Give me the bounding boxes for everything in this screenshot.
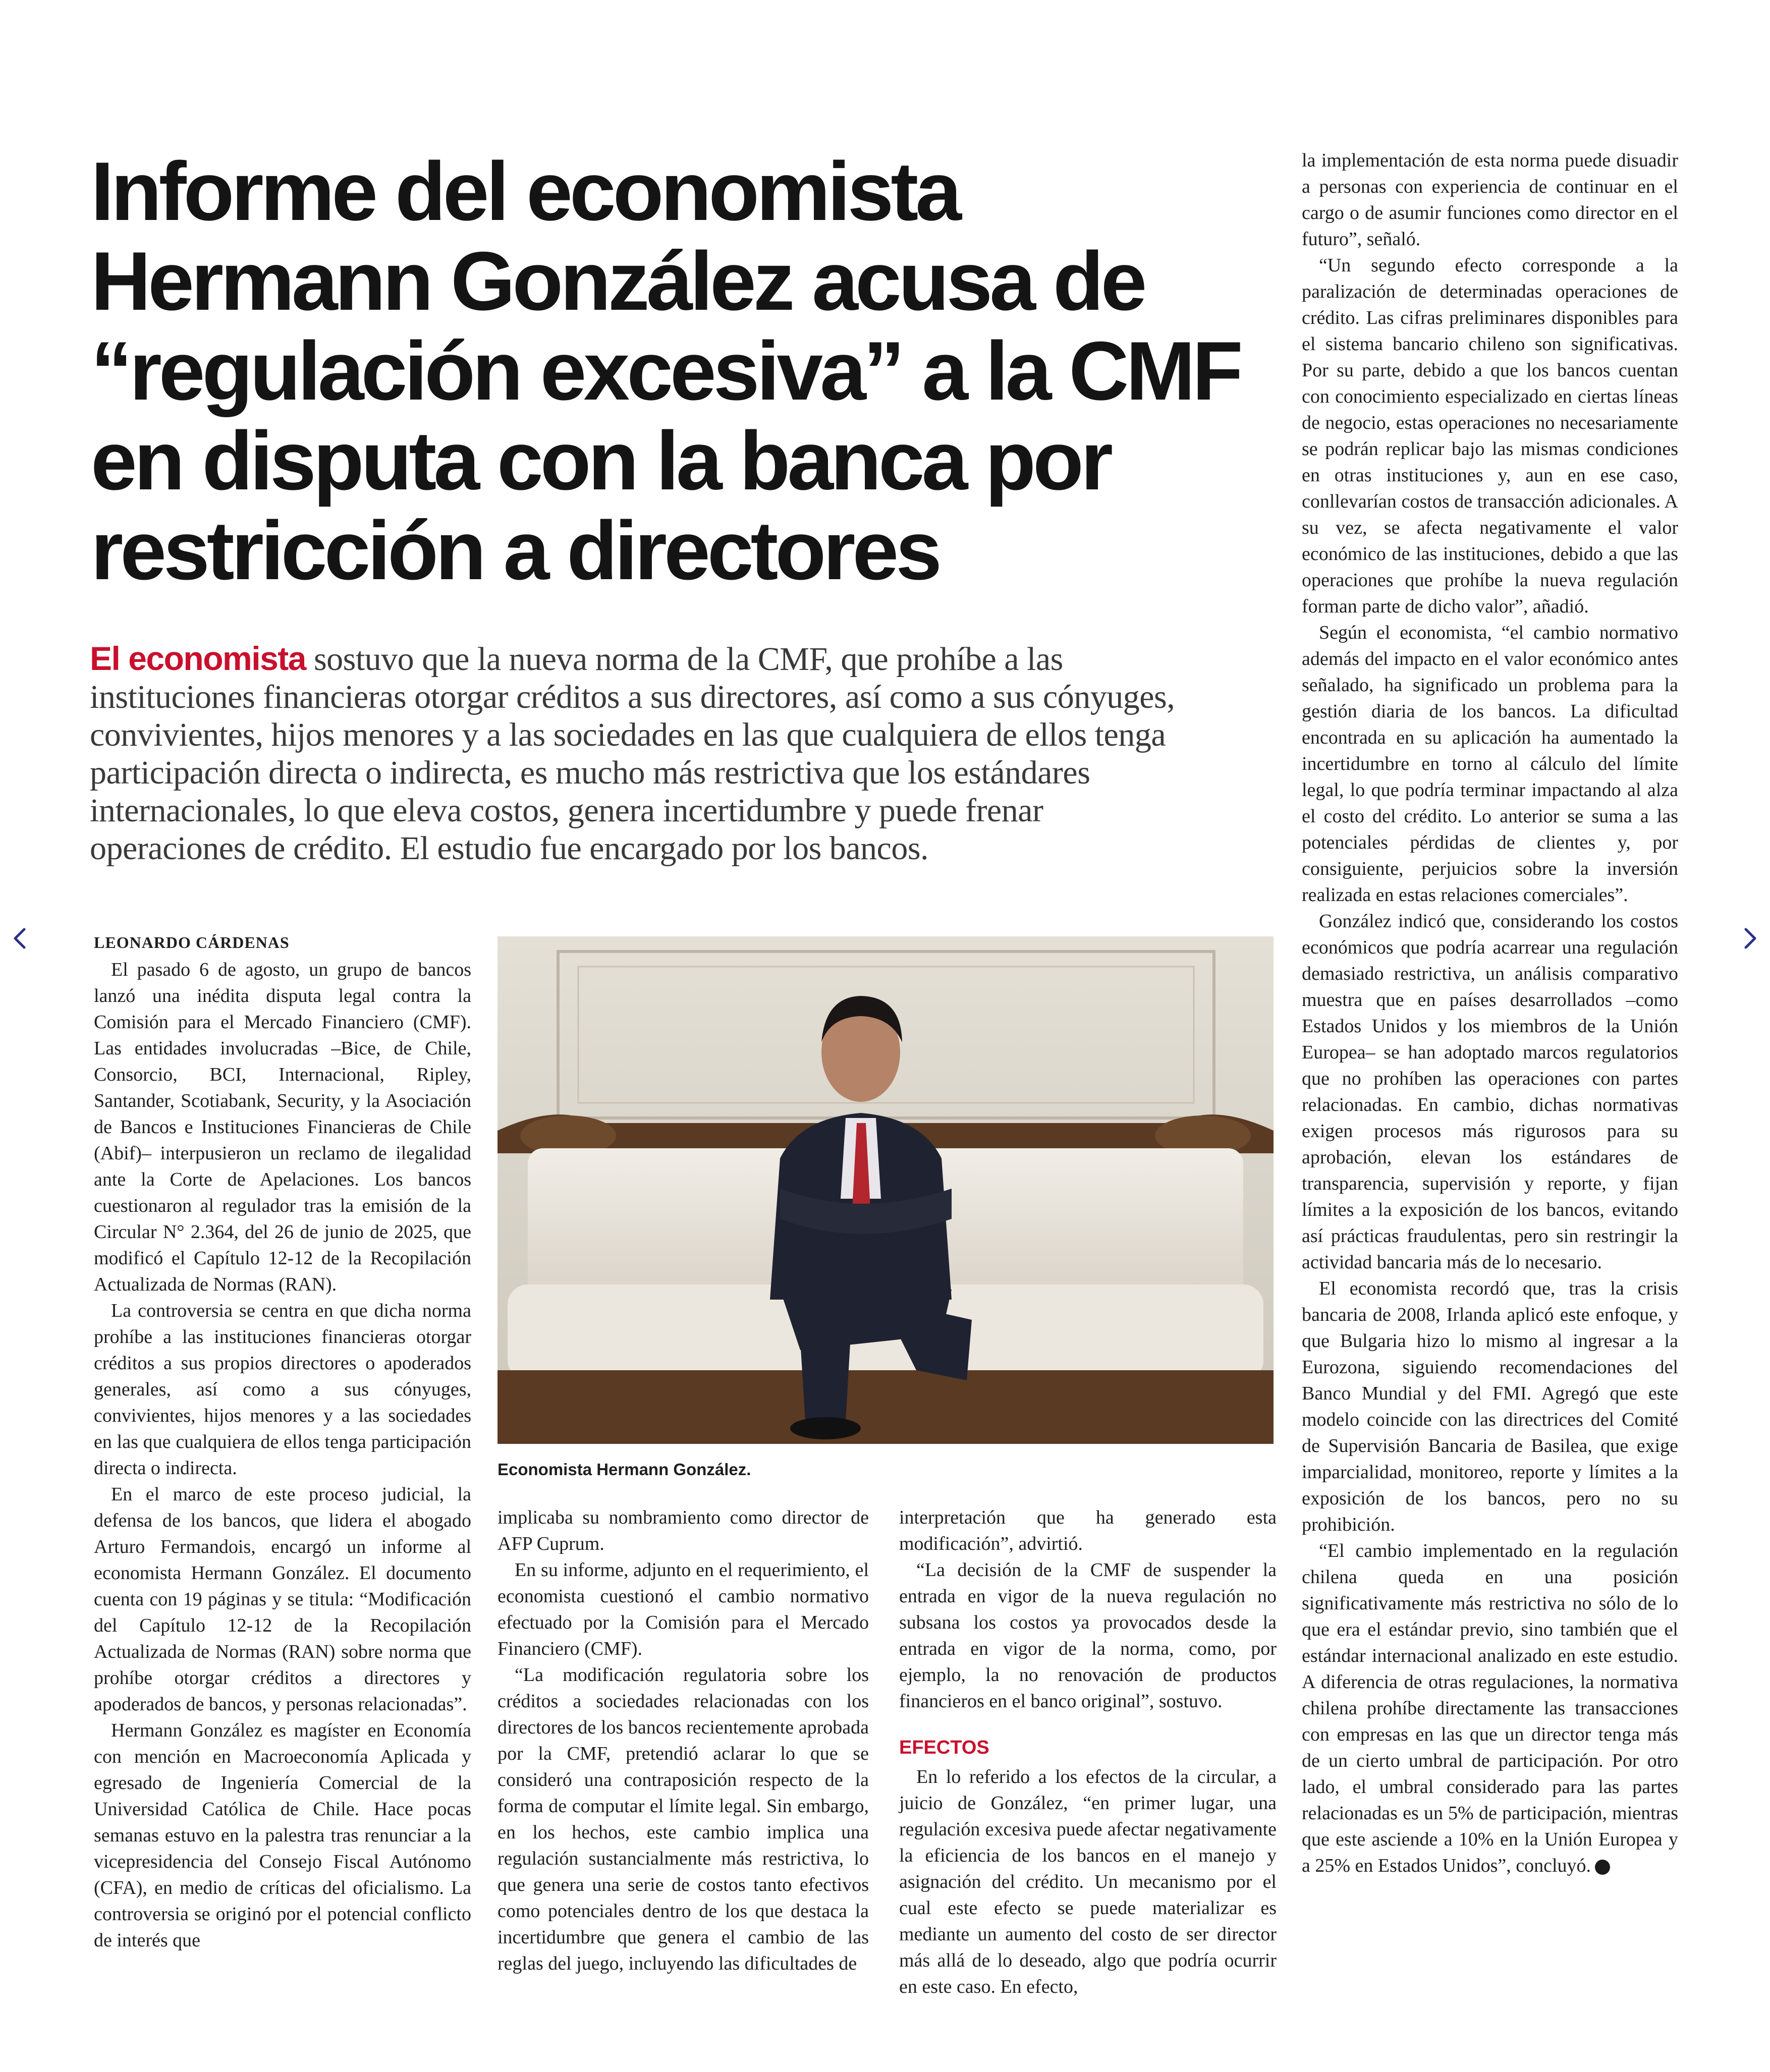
article-paragraph: interpretación que ha generado esta modificación”, advirtió. [899, 1507, 1277, 1554]
headline-line: en disputa con la banca por [91, 414, 1111, 507]
article-paragraph [1302, 1538, 1678, 1879]
article-paragraph: González indicó que, considerando los costos económicos que podría acarrear una regulación demasiado restrictiva, un análisis comparativo muestra que en países desarrollados –como Estados Unidos y los miembros de la Unión Europea– se han adoptado marcos regulatorios que no prohíben las operaciones con partes relacionadas. En cambio, dichas normativas exigen procesos más rigurosos para su aprobación, elevan los estándares de transparencia, supervisión y reporte, y fijan límites a la exposición de los bancos, evitando así prácticas fraudulentas, pero sin restringir la actividad bancaria más de lo necesario. [1302, 911, 1678, 1273]
headline-line: restricción a directores [91, 504, 939, 597]
article-paragraph: En el marco de este proceso judicial, la defensa de los bancos, que lidera el abogado Arturo Fermandois, encargó un informe al economista Hermann González. El documento cuenta con 19 páginas y se titula: “Modificación del Capítulo 12-12 de la Recopilación Actualizada de Normas (RAN) sobre norma que prohíbe otorgar créditos a directores y apoderados de bancos, y personas relacionadas”. [94, 1484, 471, 1715]
chevron-left-icon [9, 923, 29, 954]
article-paragraph: En lo referido a los efectos de la circular, a juicio de González, “en primer lugar, una regulación excesiva puede afectar negativamente la eficiencia de los bancos en el manejo y asignación del crédito. Un mecanismo por el cual este efecto se puede materializar es mediante un aumento del costo de ser director más allá de lo deseado, algo que podría ocurrir en este caso. En efecto, [899, 1766, 1277, 1997]
lead-line-text: sostuvo que la nueva norma de la CMF, que prohíbe a las [305, 641, 1063, 678]
headline-line: “regulación excesiva” a la CMF [91, 324, 1240, 417]
closing-paragraph-text: “El cambio implementado en la regulación chilena queda en una posición significativamente más restrictiva no sólo de lo que era el estándar previo, sino también que el estándar internacional analizado en este estudio. A diferencia de otras regulaciones, la normativa chilena prohíbe directamente las transacciones con empresas en las que un director tenga más de un cierto umbral de participación. Por otro lado, el umbral considerado para las partes relacionadas es un 5% de participación, mientras que este asciende a 10% en la Unión Europea y a 25% en Estados Unidos”, concluyó. [1302, 1540, 1678, 1876]
chevron-right-icon [1741, 923, 1761, 954]
portrait-photo [497, 936, 1274, 1444]
article-paragraph: “La modificación regulatoria sobre los créditos a sociedades relacionadas con los directores de los bancos recientemente aprobada por la CMF, pretendió aclarar lo que se consideró una contraposición respecto de la forma de computar el límite legal. Sin embargo, en los hechos, este cambio implica una regulación sustancialmente más restrictiva, lo que genera una serie de costos tanto efectivos como potenciales dentro de los que destaca la incertidumbre que genera el cambio de las reglas del juego, incluyendo las dificultades de [497, 1664, 869, 1974]
lead-line [90, 640, 1311, 678]
lead-line: participación directa o indirecta, es mucho más restrictiva que los estándares [90, 754, 1090, 791]
headline-line: Hermann González acusa de [91, 235, 1144, 327]
article-column-2 [497, 1504, 869, 1977]
article-paragraph: Hermann González es magíster en Economía con mención en Macroeconomía Aplicada y egresado de Ingeniería Comercial de la Universidad Católica de Chile. Hace pocas semanas estuvo en la palestra tras renunciar a la vicepresidencia del Consejo Fiscal Autónomo (CFA), en medio de críticas del oficialismo. La controversia se originó por el potencial conflicto de interés que [94, 1720, 471, 1951]
lead-line: operaciones de crédito. El estudio fue encargado por los bancos. [90, 830, 929, 867]
headline [91, 146, 1302, 595]
article-paragraph: “Un segundo efecto corresponde a la paralización de determinadas operaciones de crédito. Las cifras preliminares disponibles para el sistema bancario chileno son significativas. Por su parte, debido a que los bancos cuentan con conocimiento especializado en ciertas líneas de negocio, estas operaciones no necesariamente se podrán replicar bajo las mismas condiciones en otras instituciones y, aun en ese caso, conllevarían costos de transacción adicionales. A su vez, se afecta negativamente el valor económico de las instituciones, debido a que las operaciones que prohíbe la nueva regulación forman parte de dicho valor”, añadió. [1302, 255, 1678, 617]
article-paragraph: la implementación de esta norma puede disuadir a personas con experiencia de continuar en el cargo o de asumir funciones como director en el futuro”, señaló. [1302, 150, 1678, 250]
article-paragraph: implicaba su nombramiento como director de AFP Cuprum. [497, 1507, 869, 1554]
lead-paragraph [90, 640, 1311, 867]
article-column-3 [899, 1504, 1277, 2000]
prev-page-button[interactable] [9, 923, 29, 954]
end-mark-icon: P [1595, 1860, 1610, 1875]
section-subhead: EFECTOS [899, 1737, 989, 1758]
lead-line: instituciones financieras otorgar créditos a sus directores, así como a sus cónyuges, [90, 679, 1175, 715]
lead-line: convivientes, hijos menores y a las sociedades en las que cualquiera de ellos tenga [90, 716, 1166, 753]
article-paragraph: La controversia se centra en que dicha norma prohíbe a las instituciones financieras otorgar créditos a sus propios directores o apoderados generales, así como a sus cónyuges, convivientes, hijos menores y a las sociedades en las que cualquiera de ellos tenga participación directa o indirecta. [94, 1300, 471, 1479]
article-paragraph: El economista recordó que, tras la crisis bancaria de 2008, Irlanda aplicó este enfoque, y que Bulgaria hizo lo mismo al ingresar a la Eurozona, siguiendo recomendaciones del Banco Mundial y del FMI. Agregó que este modelo coincide con las directrices del Comité de Supervisión Bancaria de Basilea, que exige imparcialidad, monitoreo, reporte y límites a la exposición de los bancos, pero no su prohibición. [1302, 1278, 1678, 1535]
article-paragraph: Según el economista, “el cambio normativo además del impacto en el valor económico antes señalado, ha significado un problema para la gestión diaria de los bancos. La dificultad encontrada en su aplicación ha aumentado la incertidumbre en torno al cálculo del límite legal, lo que podría terminar impactando al alza el costo del crédito. Lo anterior se suma a las potenciales pérdidas de clientes y, por consiguiente, perjuicios sobre la inversión realizada en estas relaciones comerciales”. [1302, 622, 1678, 906]
next-page-button[interactable] [1741, 923, 1761, 954]
article-paragraph: En su informe, adjunto en el requerimiento, el economista cuestionó el cambio normativo efectuado por la Comisión para el Mercado Financiero (CMF). [497, 1559, 869, 1659]
headline-line: Informe del economista [91, 145, 959, 238]
article-photo [497, 936, 1274, 1444]
lead-line: internacionales, lo que eleva costos, genera incertidumbre y puede frenar [90, 792, 1043, 829]
article-paragraph: El pasado 6 de agosto, un grupo de bancos lanzó una inédita disputa legal contra la Comisión para el Mercado Financiero (CMF). Las entidades involucradas –Bice, de Chile, Consorcio, BCI, Internacional, Ripley, Santander, Scotiabank, Security, y la Asociación de Bancos e Instituciones Financieras de Chile (Abif)– interpusieron un reclamo de ilegalidad ante la Corte de Apelaciones. Los bancos cuestionaron al regulador tras la emisión de la Circular N° 2.364, del 26 de junio de 2025, que modificó el Capítulo 12-12 de la Recopilación Actualizada de Normas (RAN). [94, 959, 471, 1295]
article-column-1 [94, 929, 471, 1953]
byline: LEONARDO CÁRDENAS [94, 933, 290, 951]
article-column-4 [1302, 147, 1678, 1879]
lead-accent: El economista [90, 640, 306, 677]
article-paragraph: “La decisión de la CMF de suspender la entrada en vigor de la nueva regulación no subsana los costos ya provocados desde la entrada en vigor de la norma, como, por ejemplo, la no renovación de productos financieros en el banco original”, sostuvo. [899, 1559, 1277, 1712]
photo-caption: Economista Hermann González. [497, 1460, 751, 1479]
